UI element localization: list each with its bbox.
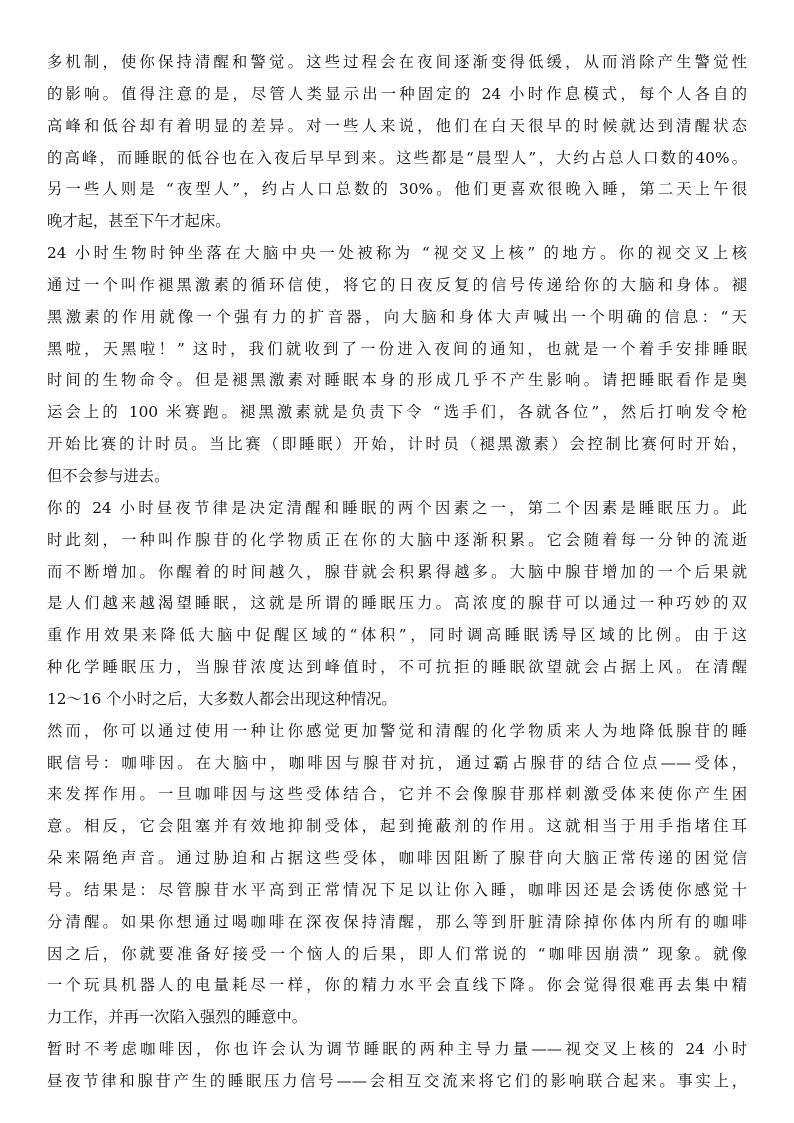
text-line: 来发挥作用。一旦咖啡因与这些受体结合，它并不会像腺苷那样刺激受体来使你产生困	[47, 785, 747, 804]
text-line: 时此刻，一种叫作腺苷的化学物质正在你的大脑中逐渐积累。它会随着每一分钟的流逝	[47, 530, 747, 549]
text-line: 时间的生物命令。但是褪黑激素对睡眠本身的形成几乎不产生影响。请把睡眠看作是奥	[47, 371, 747, 390]
text-line: 力工作，并再一次陷入强烈的睡意中。	[47, 1008, 308, 1027]
text-line: 但不会参与进去。	[47, 466, 170, 485]
text-line: 暂时不考虑咖啡因，你也许会认为调节睡眠的两种主导力量——视交叉上核的 24 小时	[47, 1040, 747, 1059]
paragraph-adenosine	[47, 493, 747, 716]
text-line: 种化学睡眠压力，当腺苷浓度达到峰值时，不可抗拒的睡眠欲望就会占据上风。在清醒	[47, 658, 747, 677]
text-line: 多机制，使你保持清醒和警觉。这些过程会在夜间逐渐变得低缓，从而消除产生警觉性	[47, 53, 747, 71]
text-line: 黑激素的作用就像一个强有力的扩音器，向大脑和身体大声喊出一个明确的信息：“天	[47, 307, 747, 326]
text-line: 因之后，你就要准备好接受一个恼人的后果，即人们常说的 “咖啡因崩溃” 现象。就像	[47, 944, 747, 963]
text-line: 另一些人则是 “夜型人”，约占人口总数的 30%。他们更喜欢很晚入睡，第二天上午很	[47, 180, 747, 199]
text-line: 一个玩具机器人的电量耗尽一样，你的精力水平会直线下降。你会觉得很难再去集中精	[47, 976, 747, 995]
paragraph-caffeine	[47, 716, 747, 1034]
text-line: 重作用效果来降低大脑中促醒区域的“体积”，同时调高睡眠诱导区域的比例。由于这	[47, 626, 747, 645]
paragraph-chronotypes	[47, 47, 747, 238]
text-line: 然而，你可以通过使用一种让你感觉更加警觉和清醒的化学物质来人为地降低腺苷的睡	[47, 721, 747, 740]
text-line: 分清醒。如果你想通过喝咖啡在深夜保持清醒，那么等到肝脏清除掉你体内所有的咖啡	[47, 912, 747, 931]
document-page	[47, 47, 747, 1098]
text-line: 眠信号：咖啡因。在大脑中，咖啡因与腺苷对抗，通过霸占腺苷的结合位点——受体，	[47, 753, 747, 772]
text-line: 开始比赛的计时员。当比赛（即睡眠）开始，计时员（褪黑激素）会控制比赛何时开始，	[47, 435, 747, 454]
text-line: 24 小时生物时钟坐落在大脑中央一处被称为 “视交叉上核” 的地方。你的视交叉上核	[47, 244, 747, 263]
paragraph-two-forces	[47, 1034, 747, 1098]
text-line: 号。结果是：尽管腺苷水平高到正常情况下足以让你入睡，咖啡因还是会诱使你感觉十	[47, 880, 747, 899]
text-line: 的高峰，而睡眠的低谷也在入夜后早早到来。这些都是“晨型人”，大约占总人口数的40%。	[47, 148, 747, 167]
text-line: 12～16 个小时之后，大多数人都会出现这种情况。	[47, 689, 397, 708]
text-line: 而不断增加。你醒着的时间越久，腺苷就会积累得越多。大脑中腺苷增加的一个后果就	[47, 562, 747, 581]
text-line: 昼夜节律和腺苷产生的睡眠压力信号——会相互交流来将它们的影响联合起来。事实上，	[47, 1072, 747, 1090]
text-line: 朵来隔绝声音。通过胁迫和占据这些受体，咖啡因阻断了腺苷向大脑正常传递的困觉信	[47, 849, 747, 868]
text-line: 意。相反，它会阻塞并有效地抑制受体，起到掩蔽剂的作用。这就相当于用手指堵住耳	[47, 817, 747, 836]
text-line: 你的 24 小时昼夜节律是决定清醒和睡眠的两个因素之一，第二个因素是睡眠压力。此	[47, 498, 747, 517]
text-line: 晚才起，甚至下午才起床。	[47, 212, 231, 231]
text-line: 是人们越来越渴望睡眠，这就是所谓的睡眠压力。高浓度的腺苷可以通过一种巧妙的双	[47, 594, 747, 613]
text-line: 黑啦，天黑啦！” 这时，我们就收到了一份进入夜间的通知，也就是一个着手安排睡眠	[47, 339, 747, 358]
text-line: 通过一个叫作褪黑激素的循环信使，将它的日夜反复的信号传递给你的大脑和身体。褪	[47, 275, 747, 294]
text-line: 运会上的 100 米赛跑。褪黑激素就是负责下令 “选手们，各就各位”，然后打响发令枪	[47, 403, 747, 422]
text-line: 的影响。值得注意的是，尽管人类显示出一种固定的 24 小时作息模式，每个人各自的	[47, 84, 747, 103]
paragraph-melatonin	[47, 238, 747, 493]
text-line: 高峰和低谷却有着明显的差异。对一些人来说，他们在白天很早的时候就达到清醒状态	[47, 116, 747, 135]
